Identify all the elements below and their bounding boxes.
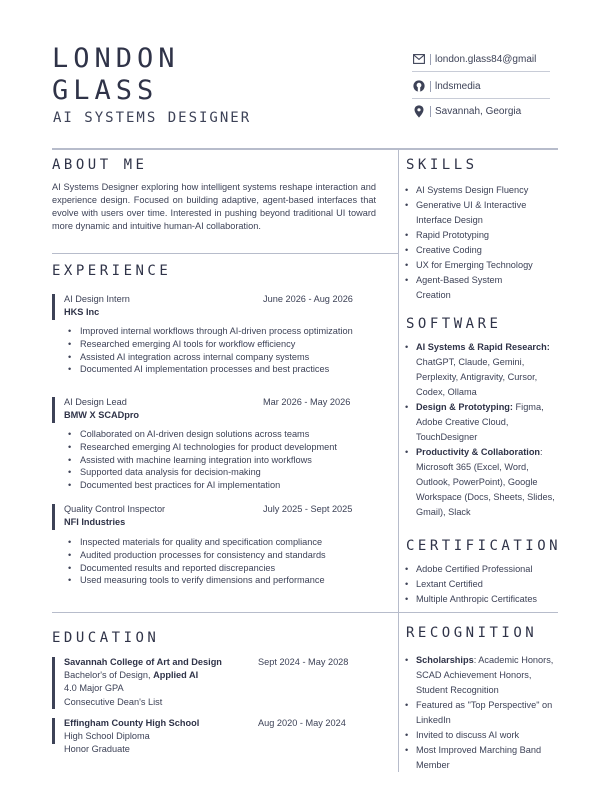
job-entry bbox=[52, 294, 392, 380]
software-group-label: Design & Prototyping: bbox=[416, 402, 513, 412]
job-dates: June 2026 - Aug 2026 bbox=[263, 294, 353, 304]
diploma-line: High School Diploma bbox=[64, 731, 150, 741]
list-item: • Documented best practices for AI implementation bbox=[80, 479, 337, 492]
name-heading bbox=[52, 44, 180, 106]
contact-github-text: lndsmedia bbox=[435, 80, 481, 92]
entry-accent-bar bbox=[52, 294, 55, 320]
list-item bbox=[416, 400, 562, 445]
list-item: • Audited production processes for consistency and standards bbox=[80, 549, 326, 562]
role-title: AI SYSTEMS DESIGNER bbox=[53, 110, 252, 126]
job-org: NFI Industries bbox=[64, 517, 126, 527]
software-group-label: AI Systems & Rapid Research: bbox=[416, 342, 550, 352]
software-group-label: Productivity & Collaboration bbox=[416, 447, 541, 457]
job-bullets bbox=[80, 325, 353, 376]
school-dates: Aug 2020 - May 2024 bbox=[258, 718, 346, 728]
last-name: GLASS bbox=[52, 75, 159, 106]
column-divider bbox=[398, 150, 399, 772]
github-icon bbox=[412, 79, 426, 93]
software-title: SOFTWARE bbox=[406, 316, 502, 332]
list-item: • Creative Coding bbox=[416, 243, 556, 258]
degree-major: Applied AI bbox=[153, 670, 199, 680]
list-item: • Collaborated on AI-driven design solutions across teams bbox=[80, 428, 337, 441]
software-list bbox=[416, 340, 562, 520]
job-bullets bbox=[80, 536, 326, 587]
recognition-text: : Academic Honors, SCAD Achievement Honors, Student Recognition bbox=[416, 655, 554, 695]
list-item bbox=[416, 653, 562, 698]
school-name: Savannah College of Art and Design bbox=[64, 657, 222, 667]
job-entry bbox=[52, 504, 392, 590]
list-item: • Assisted AI integration across internal company systems bbox=[80, 351, 353, 364]
recognition-title: RECOGNITION bbox=[406, 625, 538, 641]
recognition-text: Most Improved Marching Band Member bbox=[416, 745, 542, 770]
list-item bbox=[416, 698, 562, 728]
list-item: • Used measuring tools to verify dimensions and performance bbox=[80, 574, 326, 587]
entry-accent-bar bbox=[52, 718, 55, 744]
education-entry bbox=[52, 657, 372, 713]
contact-divider bbox=[412, 98, 550, 99]
list-item: • Researched emerging AI tools for workflow efficiency bbox=[80, 338, 353, 351]
list-item: • Lextant Certified bbox=[416, 577, 562, 592]
list-item: • Multiple Anthropic Certificates bbox=[416, 592, 562, 607]
list-item: • Supported data analysis for decision-making bbox=[80, 466, 337, 479]
list-item: • Adobe Certified Professional bbox=[416, 562, 562, 577]
list-item: • Inspected materials for quality and specification compliance bbox=[80, 536, 326, 549]
list-item: • Rapid Prototyping bbox=[416, 228, 556, 243]
list-item: • Agent-Based System Creation bbox=[416, 273, 526, 303]
list-item: • Generative UI & Interactive Interface Design bbox=[416, 198, 556, 228]
job-dates: July 2025 - Sept 2025 bbox=[263, 504, 353, 514]
section-divider bbox=[398, 612, 558, 613]
job-title: Quality Control Inspector bbox=[64, 504, 166, 514]
recognition-list bbox=[416, 653, 562, 773]
job-org: HKS Inc bbox=[64, 307, 100, 317]
list-item bbox=[416, 743, 562, 773]
contact-location bbox=[412, 100, 550, 122]
list-item: • Improved internal workflows through AI-driven process optimization bbox=[80, 325, 353, 338]
certification-list bbox=[416, 562, 562, 607]
list-item: • Assisted with machine learning integration into workflows bbox=[80, 454, 337, 467]
entry-accent-bar bbox=[52, 657, 55, 709]
list-item bbox=[416, 340, 562, 400]
first-name: LONDON bbox=[52, 43, 180, 74]
contact-separator bbox=[430, 81, 431, 92]
mail-icon bbox=[412, 52, 426, 66]
section-divider bbox=[52, 253, 398, 254]
school-name: Effingham County High School bbox=[64, 718, 200, 728]
job-bullets bbox=[80, 428, 337, 492]
skills-title: SKILLS bbox=[406, 157, 478, 173]
list-item: • AI Systems Design Fluency bbox=[416, 183, 556, 198]
list-item: • UX for Emerging Technology bbox=[416, 258, 556, 273]
school-dates: Sept 2024 - May 2028 bbox=[258, 657, 349, 667]
software-group-text: Figma, Adobe Creative Cloud, TouchDesigner bbox=[416, 402, 544, 442]
recognition-label: Scholarships bbox=[416, 655, 474, 665]
education-title: EDUCATION bbox=[52, 630, 160, 646]
list-item bbox=[416, 728, 562, 743]
list-item bbox=[416, 445, 562, 520]
about-title: ABOUT ME bbox=[52, 157, 148, 173]
job-org: BMW X SCADpro bbox=[64, 410, 140, 420]
contact-location-text: Savannah, Georgia bbox=[435, 105, 522, 117]
contact-separator bbox=[430, 54, 431, 65]
list-item: • Researched emerging AI technologies for product development bbox=[80, 441, 337, 454]
job-dates: Mar 2026 - May 2026 bbox=[263, 397, 351, 407]
contact-divider bbox=[412, 71, 550, 72]
recognition-text: Invited to discuss AI work bbox=[416, 730, 520, 740]
entry-accent-bar bbox=[52, 397, 55, 423]
location-pin-icon bbox=[412, 104, 426, 118]
job-entry bbox=[52, 397, 392, 493]
job-title: AI Design Intern bbox=[64, 294, 130, 304]
entry-accent-bar bbox=[52, 504, 55, 530]
header-divider bbox=[52, 148, 558, 150]
degree-prefix: Bachelor's of Design, bbox=[64, 670, 154, 680]
degree-line bbox=[64, 670, 198, 680]
section-divider bbox=[52, 612, 398, 613]
contact-email-text: london.glass84@gmail bbox=[435, 53, 537, 65]
contact-separator bbox=[430, 106, 431, 117]
honors-line: Honor Graduate bbox=[64, 744, 130, 754]
education-entry bbox=[52, 718, 372, 762]
honors-line: Consecutive Dean's List bbox=[64, 697, 163, 707]
list-item: • Documented AI implementation processes and best practices bbox=[80, 363, 353, 376]
software-group-text: ChatGPT, Claude, Gemini, Perplexity, Antigravity, Cursor, Codex, Ollama bbox=[416, 357, 538, 397]
job-title: AI Design Lead bbox=[64, 397, 127, 407]
list-item: • Documented results and reported discrepancies bbox=[80, 562, 326, 575]
software-group-text: : Microsoft 365 (Excel, Word, Outlook, PowerPoint), Google Workspace (Docs, Sheets, Slides, Gmail), Slack bbox=[416, 447, 555, 517]
contact-email[interactable] bbox=[412, 48, 550, 70]
contact-github[interactable] bbox=[412, 75, 550, 97]
experience-title: EXPERIENCE bbox=[52, 263, 172, 279]
gpa-line: 4.0 Major GPA bbox=[64, 683, 124, 693]
about-text: AI Systems Designer exploring how intelligent systems reshape interaction and experience design. Focused on building adaptive, agent-based interfaces that evolve with users over time. Interested in pushing beyond traditional UI toward more dynamic and intuitive human-AI collaboration. bbox=[52, 182, 376, 231]
skills-list bbox=[416, 183, 556, 303]
recognition-text: Featured as "Top Perspective" on LinkedIn bbox=[416, 700, 553, 725]
certification-title: CERTIFICATION bbox=[406, 538, 562, 554]
